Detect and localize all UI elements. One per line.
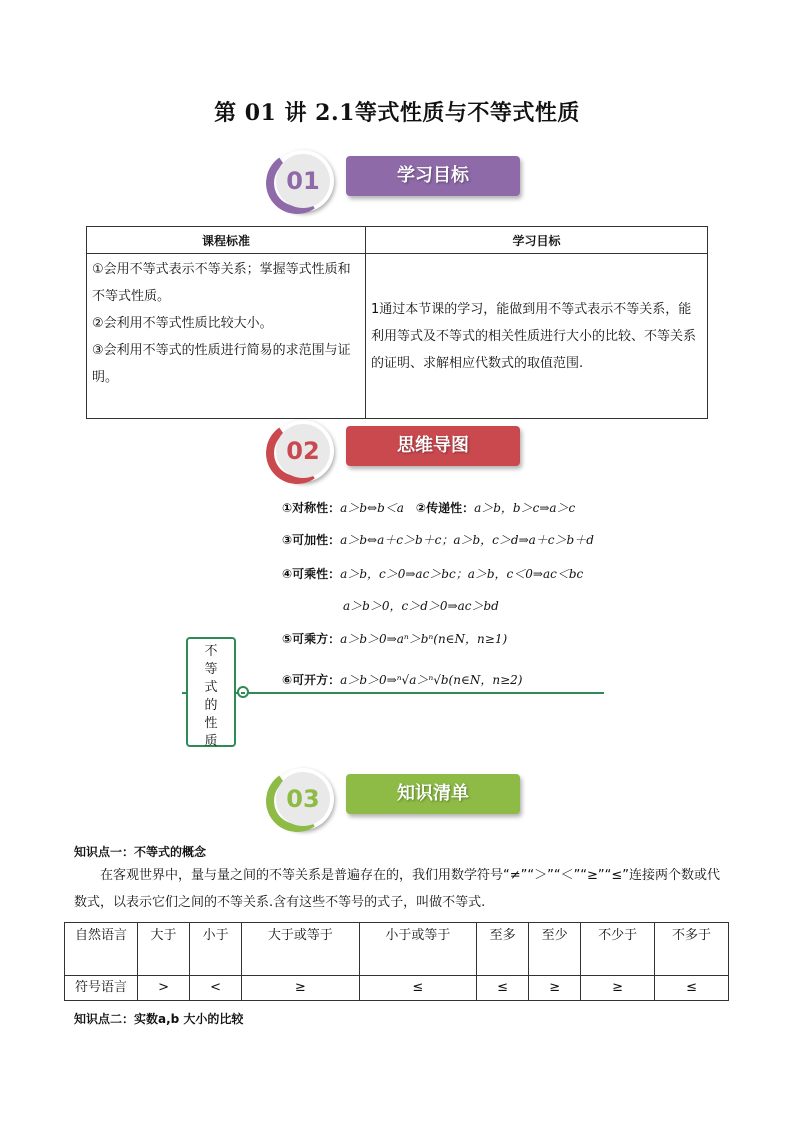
table-header: 课程标准 bbox=[87, 227, 366, 254]
table-cell: ≥ bbox=[529, 976, 581, 1001]
section-title-pill: 学习目标 bbox=[346, 156, 520, 196]
section-title-pill: 知识清单 bbox=[346, 774, 520, 814]
mind-map-line: ⑤可乘方：a＞b＞0⇒aⁿ＞bⁿ(n∈N，n≥1) bbox=[282, 632, 508, 646]
mind-map-line: ④可乘性：a＞b，c＞0⇒ac＞bc；a＞b，c＜0⇒ac＜bc bbox=[282, 567, 584, 581]
table-cell: ≤ bbox=[359, 976, 477, 1001]
section-banner-03 bbox=[272, 768, 532, 832]
section-number-badge: 02 bbox=[272, 420, 334, 482]
section-banner-02 bbox=[272, 420, 532, 484]
table-cell: ≥ bbox=[242, 976, 360, 1001]
section-banner-01 bbox=[272, 150, 532, 214]
table-cell: 小于或等于 bbox=[359, 923, 477, 976]
section-title-pill: 思维导图 bbox=[346, 426, 520, 466]
table-cell: ≤ bbox=[655, 976, 729, 1001]
table-cell: 至少 bbox=[529, 923, 581, 976]
objective-cell: 1通过本节课的学习，能做到用不等式表示不等关系，能利用等式及不等式的相关性质进行大小的比较、不等关系的证明、求解相应代数式的取值范围. bbox=[366, 254, 708, 419]
mind-map-line: ③可加性：a＞b⇔a＋c＞b＋c；a＞b，c＞d⇒a＋c＞b＋d bbox=[282, 533, 594, 547]
knowledge-point-title: 知识点一：不等式的概念 bbox=[74, 845, 207, 859]
page-title: 第 01 讲 2.1等式性质与不等式性质 bbox=[214, 100, 580, 126]
table-row-head: 符号语言 bbox=[65, 976, 138, 1001]
table-row-head: 自然语言 bbox=[65, 923, 138, 976]
mind-map-line: ①对称性：a＞b⇔b＜a ②传递性：a＞b，b＞c⇒a＞c bbox=[282, 501, 576, 515]
table-cell: 至多 bbox=[477, 923, 529, 976]
table-cell: ≤ bbox=[477, 976, 529, 1001]
table-cell: 大于或等于 bbox=[242, 923, 360, 976]
collapse-toggle-icon[interactable] bbox=[237, 686, 249, 698]
knowledge-point-text: 在客观世界中，量与量之间的不等关系是普遍存在的，我们用数学符号“≠”“＞”“＜”“≥”“≤”连接两个数或代数式，以表示它们之间的不等关系.含有这些不等号的式子，叫做不等式. bbox=[74, 868, 721, 910]
mind-map-line: a＞b＞0，c＞d＞0⇒ac＞bd bbox=[343, 599, 499, 613]
table-cell: > bbox=[138, 976, 190, 1001]
mind-map-root-node[interactable]: 不 等 式 的 性 质 bbox=[186, 637, 236, 747]
section-number-badge: 03 bbox=[272, 768, 334, 830]
knowledge-point-title: 知识点二：实数a,b 大小的比较 bbox=[74, 1012, 244, 1026]
mind-map-line: ⑥可开方：a＞b＞0⇒ⁿ√a＞ⁿ√b(n∈N，n≥2) bbox=[282, 673, 523, 687]
standard-item: ③会利用不等式的性质进行简易的求范围与证明。 bbox=[92, 343, 351, 385]
table-cell: 小于 bbox=[190, 923, 242, 976]
standard-item: ②会利用不等式性质比较大小。 bbox=[92, 316, 273, 331]
mind-map-branch-line bbox=[236, 692, 604, 694]
table-cell: ≥ bbox=[581, 976, 655, 1001]
standard-item: ①会用不等式表示不等关系；掌握等式性质和不等式性质。 bbox=[92, 262, 351, 304]
standards-cell bbox=[87, 254, 366, 419]
table-cell: 不少于 bbox=[581, 923, 655, 976]
table-cell: 大于 bbox=[138, 923, 190, 976]
table-cell: 不多于 bbox=[655, 923, 729, 976]
section-number-badge: 01 bbox=[272, 150, 334, 212]
table-cell: < bbox=[190, 976, 242, 1001]
goals-table bbox=[86, 226, 708, 419]
language-table bbox=[64, 922, 729, 1001]
table-header: 学习目标 bbox=[366, 227, 708, 254]
